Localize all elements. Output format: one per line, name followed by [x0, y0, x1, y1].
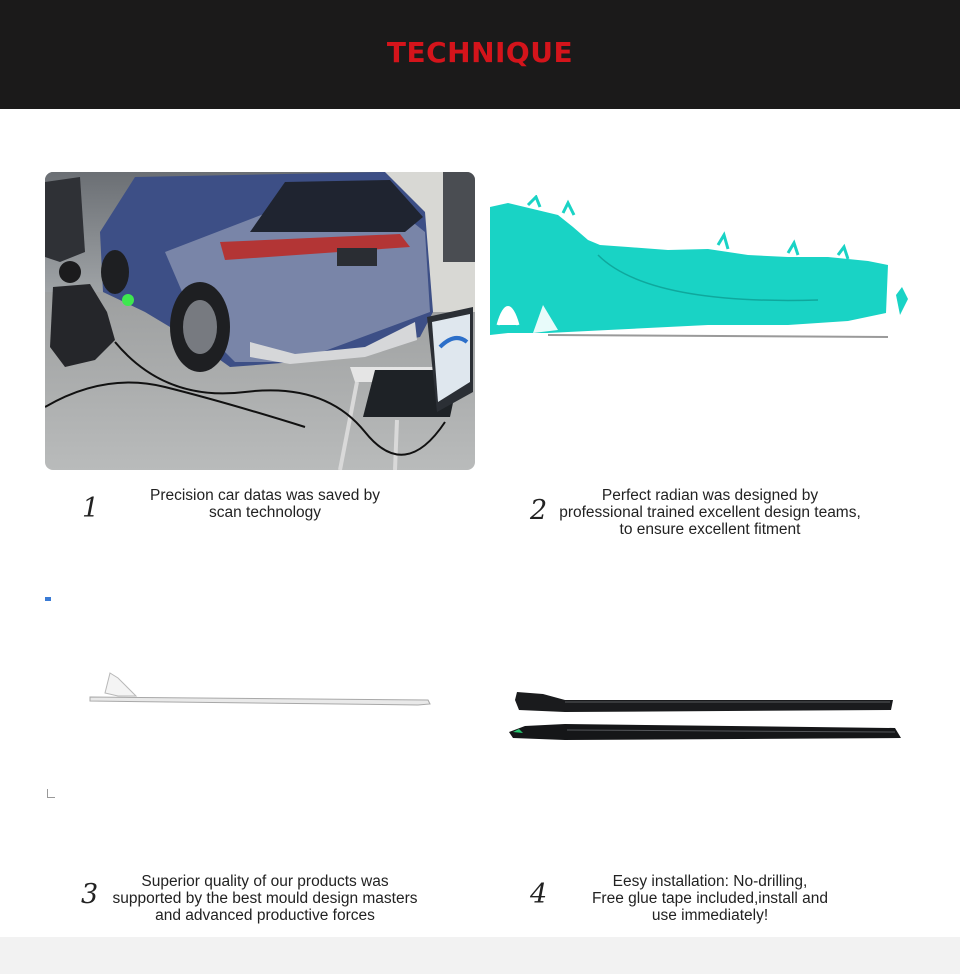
- caption-line: Perfect radian was designed by: [601, 487, 819, 504]
- mould-design-render: [88, 668, 433, 713]
- side-skirts-illustration: [505, 688, 905, 744]
- caption-line: to ensure excellent fitment: [619, 521, 801, 538]
- caption-line: professional trained excellent design teams,: [559, 504, 861, 521]
- step-caption-4: [570, 873, 850, 924]
- step-number-1: 1: [82, 493, 100, 524]
- scan-data-illustration: [488, 195, 913, 345]
- step-caption-2: [550, 487, 870, 538]
- scan-data-render: [488, 195, 913, 345]
- step-caption-1: [130, 487, 400, 521]
- caption-line: Eesy installation: No-drilling,: [612, 873, 808, 890]
- caption-line: Precision car datas was saved by: [149, 487, 381, 504]
- step-number-2: 2: [530, 495, 548, 526]
- header-banner: [0, 0, 960, 109]
- step-number-3: 3: [81, 879, 99, 910]
- scan-photo-illustration: [45, 172, 475, 470]
- caption-line: and advanced productive forces: [155, 907, 375, 924]
- step-caption-3: [100, 873, 430, 924]
- page-title: TECHNIQUE: [386, 36, 574, 69]
- step-number-4: 4: [530, 879, 548, 910]
- caption-line: Superior quality of our products was: [141, 873, 389, 890]
- caption-line: supported by the best mould design masters: [112, 890, 418, 907]
- footer-band: [0, 937, 960, 974]
- caption-line: scan technology: [208, 504, 322, 521]
- caption-line: use immediately!: [651, 907, 769, 924]
- caption-line: Free glue tape included,install and: [591, 890, 829, 907]
- tiny-marker: [45, 597, 51, 601]
- tiny-marker: [47, 789, 55, 798]
- side-skirts-render: [505, 688, 905, 744]
- scan-photo: [45, 172, 475, 470]
- mould-design-illustration: [88, 668, 433, 713]
